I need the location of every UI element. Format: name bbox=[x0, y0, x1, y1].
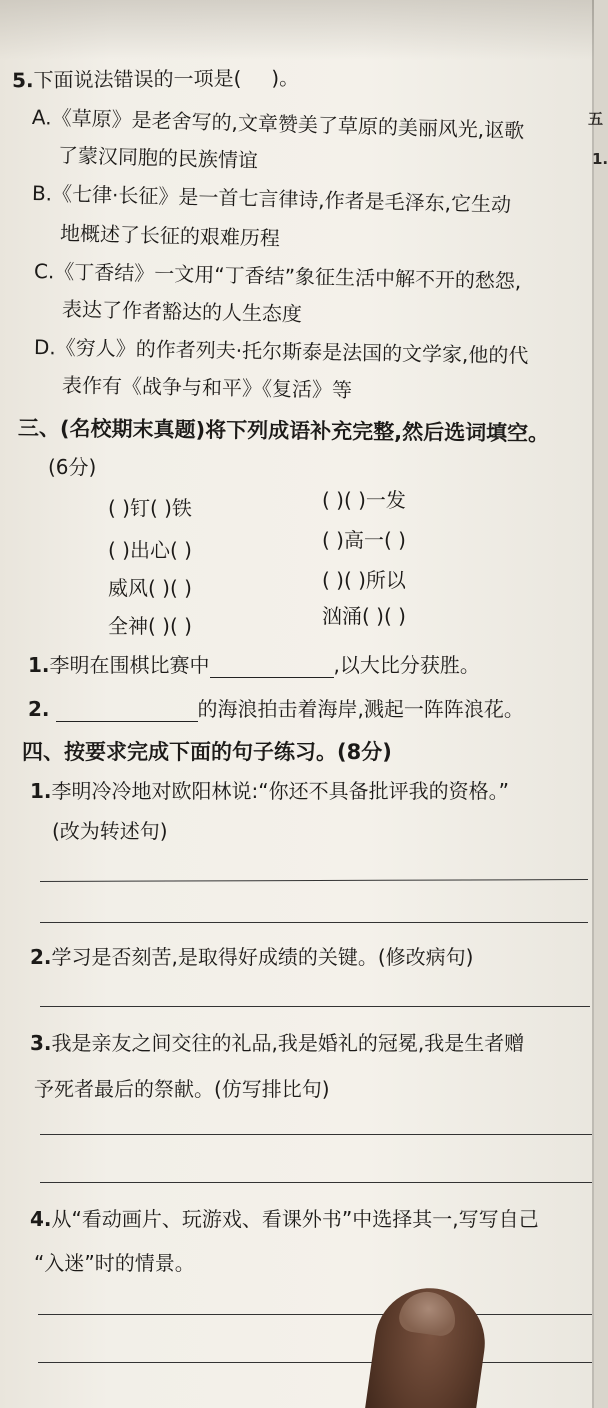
sentence-q4-number: 4. bbox=[30, 1207, 52, 1231]
sentence-q3-text-line1: 我是亲友之间交往的礼品,我是婚礼的冠冕,我是生者赠 bbox=[51, 1031, 525, 1055]
sentence-q1-text: 李明冷冷地对欧阳林说:“你还不具备批评我的资格。” bbox=[51, 779, 509, 803]
q5-option-a-line2: 了蒙汉同胞的民族情谊 bbox=[57, 143, 259, 173]
sentence-q2-text: 学习是否刻苦,是取得好成绩的关键。(修改病句) bbox=[51, 945, 474, 969]
q5-stem-end: )。 bbox=[271, 65, 300, 90]
fill-sentence-2 bbox=[28, 696, 524, 722]
q5-option-c-line2: 表达了作者豁达的人生态度 bbox=[61, 297, 303, 327]
fill-blank-2[interactable] bbox=[56, 701, 198, 722]
idiom-7: 全神( )( ) bbox=[108, 614, 192, 638]
sentence-q4-text-line1: 从“看动画片、玩游戏、看课外书”中选择其一,写写自己 bbox=[51, 1207, 539, 1231]
q5-option-b-line2: 地概述了长征的艰难历程 bbox=[59, 221, 281, 251]
fill-sentence-2-end: 的海浪拍击着海岸,溅起一阵阵浪花。 bbox=[197, 697, 524, 721]
q5-option-a-line1: A.《草原》是老舍写的,文章赞美了草原的美丽风光,讴歌 bbox=[31, 105, 525, 143]
q5-option-d-line2: 表作有《战争与和平》《复活》等 bbox=[61, 373, 353, 403]
fill-sentence-1-start: 李明在围棋比赛中 bbox=[49, 653, 210, 677]
idiom-5: 威风( )( ) bbox=[108, 576, 192, 600]
sentence-q1-requirement: (改为转述句) bbox=[52, 819, 168, 843]
answer-line-q3-b[interactable] bbox=[40, 1182, 592, 1183]
idiom-1: ( )钉( )铁 bbox=[108, 496, 192, 520]
page-shadow bbox=[0, 0, 608, 60]
fill-sentence-1 bbox=[28, 652, 480, 678]
next-page-section-label: 五 bbox=[588, 110, 604, 128]
next-page-edge bbox=[588, 0, 608, 1408]
fill-sentence-1-end: ,以大比分获胜。 bbox=[333, 653, 480, 677]
sentence-q3-number: 3. bbox=[30, 1031, 52, 1055]
q5-stem bbox=[12, 65, 299, 94]
idiom-8: 汹涌( )( ) bbox=[322, 604, 406, 628]
answer-line-q2[interactable] bbox=[40, 1006, 590, 1007]
answer-line-q1-a[interactable] bbox=[40, 879, 588, 882]
idiom-3: ( )出心( ) bbox=[108, 538, 192, 562]
idiom-2: ( )( )一发 bbox=[322, 488, 406, 512]
page-crease bbox=[592, 0, 594, 1408]
q5-option-c-line1: C.《丁香结》一文用“丁香结”象征生活中解不开的愁怨, bbox=[33, 259, 522, 294]
q5-option-b-line1: B.《七律·长征》是一首七言律诗,作者是毛泽东,它生动 bbox=[31, 181, 512, 217]
answer-line-q4-a[interactable] bbox=[38, 1314, 592, 1315]
fill-blank-1[interactable] bbox=[210, 657, 334, 678]
sentence-q1-number: 1. bbox=[30, 779, 52, 803]
idiom-4: ( )高一( ) bbox=[322, 528, 406, 552]
section-3-title: 三、(名校期末真题)将下列成语补充完整,然后选词填空。 bbox=[17, 416, 550, 446]
idiom-6: ( )( )所以 bbox=[322, 568, 406, 592]
q5-number: 5. bbox=[11, 68, 34, 93]
sentence-q4 bbox=[30, 1206, 539, 1232]
fill-sentence-2-number: 2. bbox=[28, 697, 50, 721]
sentence-q1 bbox=[30, 778, 509, 804]
q5-stem-text: 下面说法错误的一项是( bbox=[33, 66, 242, 93]
sentence-q2 bbox=[30, 944, 473, 970]
section-3-score: (6分) bbox=[48, 455, 97, 479]
fill-sentence-1-number: 1. bbox=[28, 653, 50, 677]
section-4-title: 四、按要求完成下面的句子练习。(8分) bbox=[22, 740, 392, 764]
answer-line-q1-b[interactable] bbox=[40, 922, 588, 923]
answer-line-q3-a[interactable] bbox=[40, 1134, 592, 1135]
next-page-item-number: 1. bbox=[592, 150, 608, 168]
sentence-q3-line2: 予死者最后的祭献。(仿写排比句) bbox=[34, 1077, 330, 1101]
answer-line-q4-b[interactable] bbox=[38, 1362, 592, 1363]
sentence-q2-number: 2. bbox=[30, 945, 52, 969]
q5-option-d-line1: D.《穷人》的作者列夫·托尔斯泰是法国的文学家,他的代 bbox=[33, 335, 529, 368]
sentence-q3 bbox=[30, 1030, 524, 1056]
sentence-q4-line2: “入迷”时的情景。 bbox=[34, 1251, 195, 1275]
